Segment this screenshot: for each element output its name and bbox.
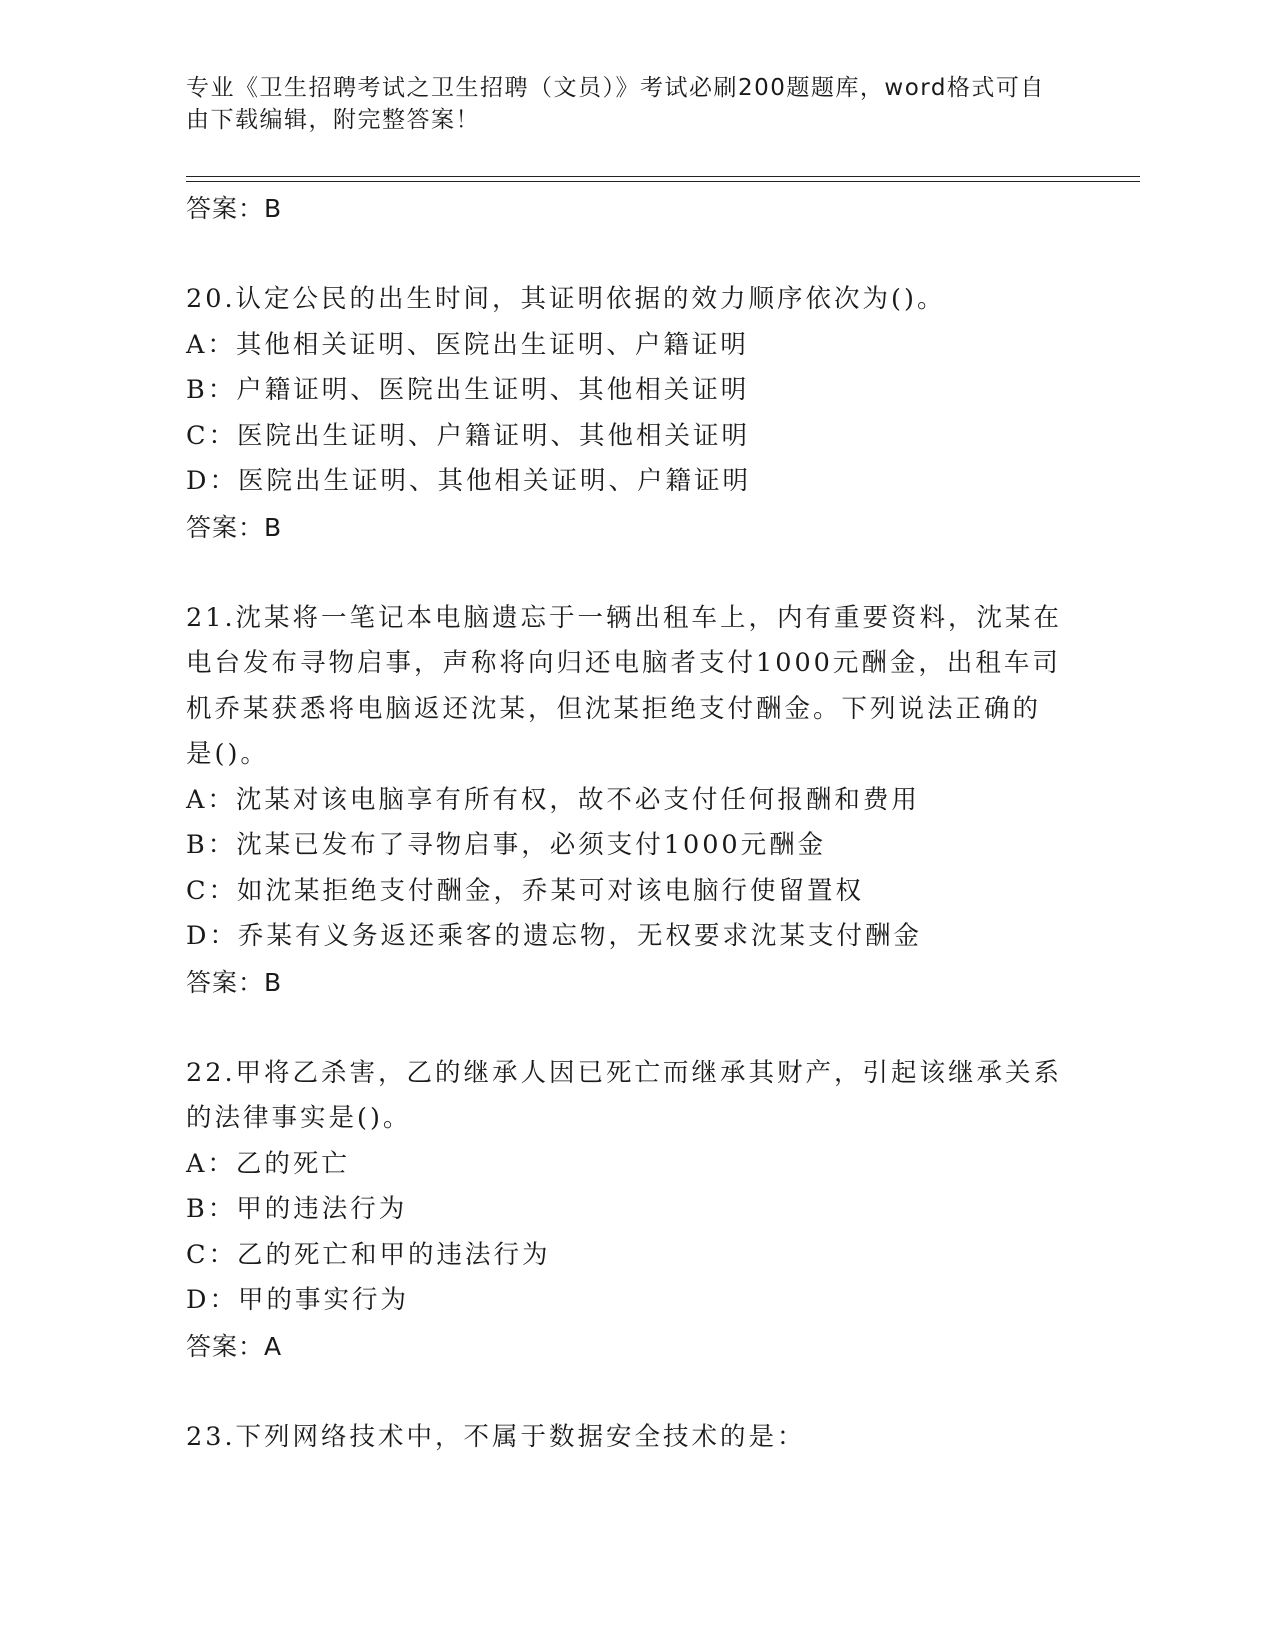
question-stem: 的法律事实是()。 [186, 1103, 412, 1133]
answer-line: 答案：B [186, 967, 283, 997]
answer-line: 答案：B [186, 194, 283, 223]
document-header [186, 72, 1066, 136]
question-stem: 是()。 [186, 739, 269, 769]
option-d: D：乔某有义务返还乘客的遗忘物，无权要求沈某支付酬金 [186, 921, 922, 951]
question-20 [186, 277, 1066, 550]
question-stem: 电台发布寻物启事，声称将向归还电脑者支付1000元酬金，出租车司 [186, 648, 1061, 678]
header-line: 专业《卫生招聘考试之卫生招聘（文员）》考试必刷200题题库，word格式可自 [186, 75, 1045, 101]
option-a: A：其他相关证明、医院出生证明、户籍证明 [186, 329, 749, 360]
question-23 [186, 1415, 1066, 1461]
document-body [186, 186, 1066, 1460]
answer-line: 答案：B [186, 512, 283, 542]
question-stem: 21.沈某将一笔记本电脑遗忘于一辆出租车上，内有重要资料，沈某在 [186, 602, 1063, 633]
question-stem: 23.下列网络技术中，不属于数据安全技术的是： [186, 1421, 806, 1452]
option-c: C：医院出生证明、户籍证明、其他相关证明 [186, 420, 751, 451]
option-c: C：如沈某拒绝支付酬金，乔某可对该电脑行使留置权 [186, 875, 865, 906]
option-c: C：乙的死亡和甲的违法行为 [186, 1239, 551, 1270]
option-d: D：甲的事实行为 [186, 1285, 409, 1315]
question-21 [186, 596, 1066, 1005]
option-b: B：甲的违法行为 [186, 1194, 408, 1224]
header-line: 由下载编辑，附完整答案！ [186, 107, 480, 133]
header-divider [186, 176, 1140, 177]
option-a: A：沈某对该电脑享有所有权，故不必支付任何报酬和费用 [186, 784, 920, 815]
option-d: D：医院出生证明、其他相关证明、户籍证明 [186, 466, 751, 496]
answer-line: 答案：A [186, 1331, 283, 1361]
option-b: B：沈某已发布了寻物启事，必须支付1000元酬金 [186, 830, 827, 860]
question-stem: 机乔某获悉将电脑返还沈某，但沈某拒绝支付酬金。下列说法正确的 [186, 693, 1042, 724]
option-a: A：乙的死亡 [186, 1148, 350, 1179]
question-stem: 22.甲将乙杀害，乙的继承人因已死亡而继承其财产，引起该继承关系 [186, 1057, 1063, 1088]
question-22 [186, 1051, 1066, 1369]
question-stem: 20.认定公民的出生时间，其证明依据的效力顺序依次为()。 [186, 284, 946, 314]
header-divider [186, 181, 1140, 182]
option-b: B：户籍证明、医院出生证明、其他相关证明 [186, 375, 750, 405]
